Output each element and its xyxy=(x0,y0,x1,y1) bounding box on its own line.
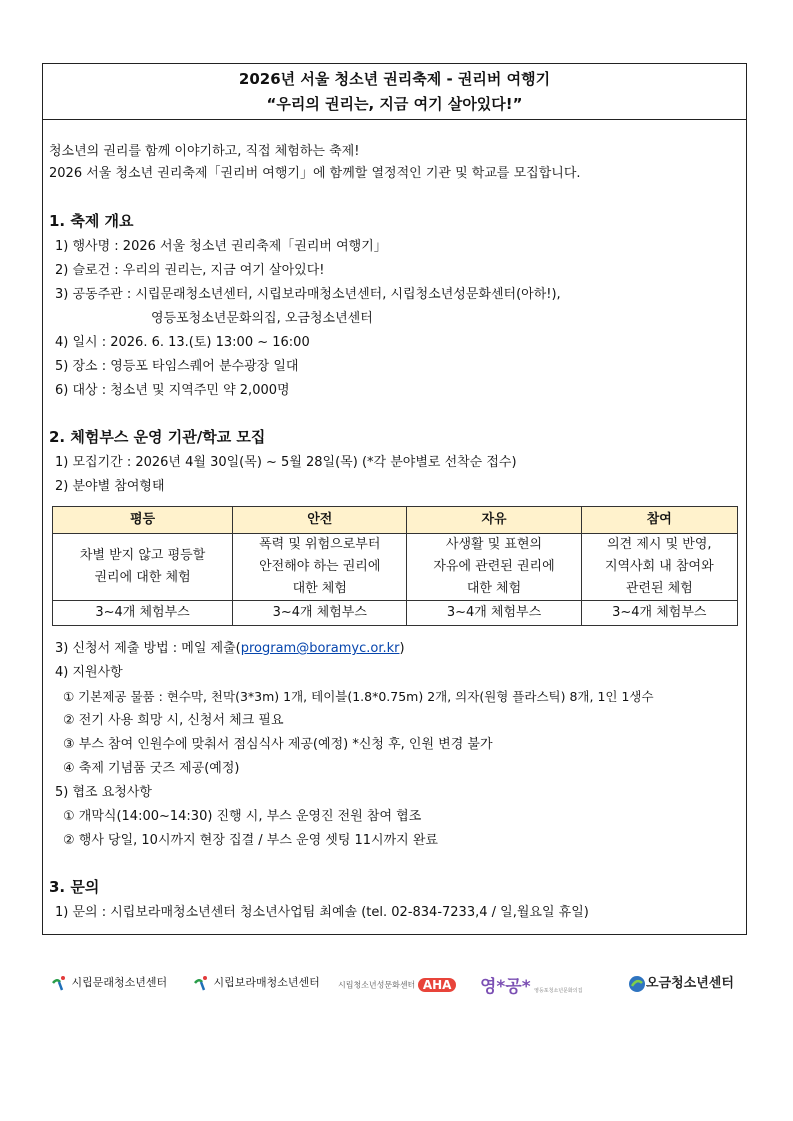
table-header: 안전 xyxy=(233,507,407,534)
table-cell xyxy=(53,534,233,601)
section3-heading: 3. 문의 xyxy=(49,878,100,896)
overview-item-cont: 영등포청소년문화의집, 오금청소년센터 xyxy=(151,311,373,326)
participation-type: 2) 분야별 참여형태 xyxy=(55,479,165,494)
table-cell xyxy=(233,534,407,601)
logo-bar xyxy=(0,968,793,998)
ogeum-icon xyxy=(628,975,646,993)
logo-boramae xyxy=(192,974,320,992)
logo-ogeum xyxy=(628,972,734,993)
intro-line-2: 2026 서울 청소년 권리축제「권리버 여행기」에 함께할 열정적인 기관 및 학교를 모집합니다. xyxy=(49,166,581,181)
section2-heading: 2. 체험부스 운영 기관/학교 모집 xyxy=(49,428,266,446)
support-heading: 4) 지원사항 xyxy=(55,665,123,680)
logo-text: 시립문래청소년센터 xyxy=(71,976,168,989)
email-link[interactable]: program@boramyc.or.kr xyxy=(240,641,400,656)
overview-item: 3) 공동주관 : 시립문래청소년센터, 시립보라매청소년센터, 시립청소년성문화센터(아하!), xyxy=(55,287,561,302)
coop-item: ① 개막식(14:00~14:30) 진행 시, 부스 운영진 전원 참여 협조 xyxy=(63,809,422,824)
intro-line-1: 청소년의 권리를 함께 이야기하고, 직접 체험하는 축제! xyxy=(49,144,360,159)
support-item: ③ 부스 참여 인원수에 맞춰서 점심식사 제공(예정) *신청 후, 인원 변경 불가 xyxy=(63,737,493,752)
overview-item: 4) 일시 : 2026. 6. 13.(토) 13:00 ~ 16:00 xyxy=(55,335,310,350)
section1-heading: 1. 축제 개요 xyxy=(49,212,134,230)
cell-line: 차별 받지 않고 평등할 xyxy=(79,548,206,563)
logo-aha xyxy=(338,978,456,992)
logo-text: 시립보라매청소년센터 xyxy=(213,976,320,989)
overview-item: 6) 대상 : 청소년 및 지역주민 약 2,000명 xyxy=(55,383,290,398)
overview-item: 1) 행사명 : 2026 서울 청소년 권리축제「권리버 여행기」 xyxy=(55,239,387,254)
document-frame xyxy=(42,63,747,935)
yeongdeungpo-mark: 영*공* xyxy=(480,977,531,997)
submit-suffix: ) xyxy=(399,641,405,656)
cell-line: 안전해야 하는 권리에 xyxy=(259,559,381,574)
page-slogan: “우리의 권리는, 지금 여기 살아있다!” xyxy=(266,95,523,113)
table-cell xyxy=(581,534,737,601)
cell-line: 자유에 관련된 권리에 xyxy=(433,559,555,574)
table-cell xyxy=(407,534,581,601)
coop-item: ② 행사 당일, 10시까지 현장 집결 / 부스 운영 셋팅 11시까지 완료 xyxy=(63,833,438,848)
cell-line: 대한 체험 xyxy=(466,581,522,596)
mullae-icon xyxy=(50,974,68,992)
contact-line: 1) 문의 : 시립보라매청소년센터 청소년사업팀 최예솔 (tel. 02-834-7233,4 / 일,월요일 휴일) xyxy=(55,905,589,920)
cell-line: 사생활 및 표현의 xyxy=(445,537,543,552)
submit-method xyxy=(55,641,405,657)
aha-caption: 시립청소년성문화센터 xyxy=(338,980,416,990)
cell-line: 지역사회 내 참여와 xyxy=(604,559,714,574)
coop-heading: 5) 협조 요청사항 xyxy=(55,785,152,800)
support-item: ② 전기 사용 희망 시, 신청서 체크 필요 xyxy=(63,713,284,728)
table-cell: 3~4개 체험부스 xyxy=(53,601,233,626)
cell-line: 의견 제시 및 반영, xyxy=(607,537,712,552)
aha-mark: AHA xyxy=(418,978,457,992)
support-item: ④ 축제 기념품 굿즈 제공(예정) xyxy=(63,761,240,776)
logo-mullae xyxy=(50,974,167,992)
cell-line: 권리에 대한 체험 xyxy=(94,570,191,585)
table-header: 참여 xyxy=(581,507,737,534)
overview-item: 5) 장소 : 영등포 타임스퀘어 분수광장 일대 xyxy=(55,359,299,374)
overview-item: 2) 슬로건 : 우리의 권리는, 지금 여기 살아있다! xyxy=(55,263,325,278)
table-header: 자유 xyxy=(407,507,581,534)
support-item: ① 기본제공 물품 : 현수막, 천막(3*3m) 1개, 테이블(1.8*0.75m) 2개, 의자(원형 플라스틱) 8개, 1인 1생수 xyxy=(63,689,654,704)
table-header: 평등 xyxy=(53,507,233,534)
boramae-icon xyxy=(192,974,210,992)
table-cell: 3~4개 체험부스 xyxy=(407,601,581,626)
logo-yeongdeungpo xyxy=(480,972,582,997)
title-box xyxy=(43,64,746,120)
logo-text: 오금청소년센터 xyxy=(646,976,734,991)
table-cell: 3~4개 체험부스 xyxy=(233,601,407,626)
cell-line: 폭력 및 위험으로부터 xyxy=(259,537,381,552)
cell-line: 대한 체험 xyxy=(292,581,347,596)
cell-line: 관련된 체험 xyxy=(625,581,693,596)
booth-table xyxy=(52,506,738,626)
table-cell: 3~4개 체험부스 xyxy=(581,601,737,626)
recruit-period: 1) 모집기간 : 2026년 4월 30일(목) ~ 5월 28일(목) (*각 분야별로 선착순 접수) xyxy=(55,455,517,470)
submit-prefix: 3) 신청서 제출 방법 : 메일 제출( xyxy=(55,641,241,656)
page-title: 2026년 서울 청소년 권리축제 - 권리버 여행기 xyxy=(238,70,551,88)
yeongdeungpo-caption: 영등포청소년문화의집 xyxy=(534,988,583,994)
